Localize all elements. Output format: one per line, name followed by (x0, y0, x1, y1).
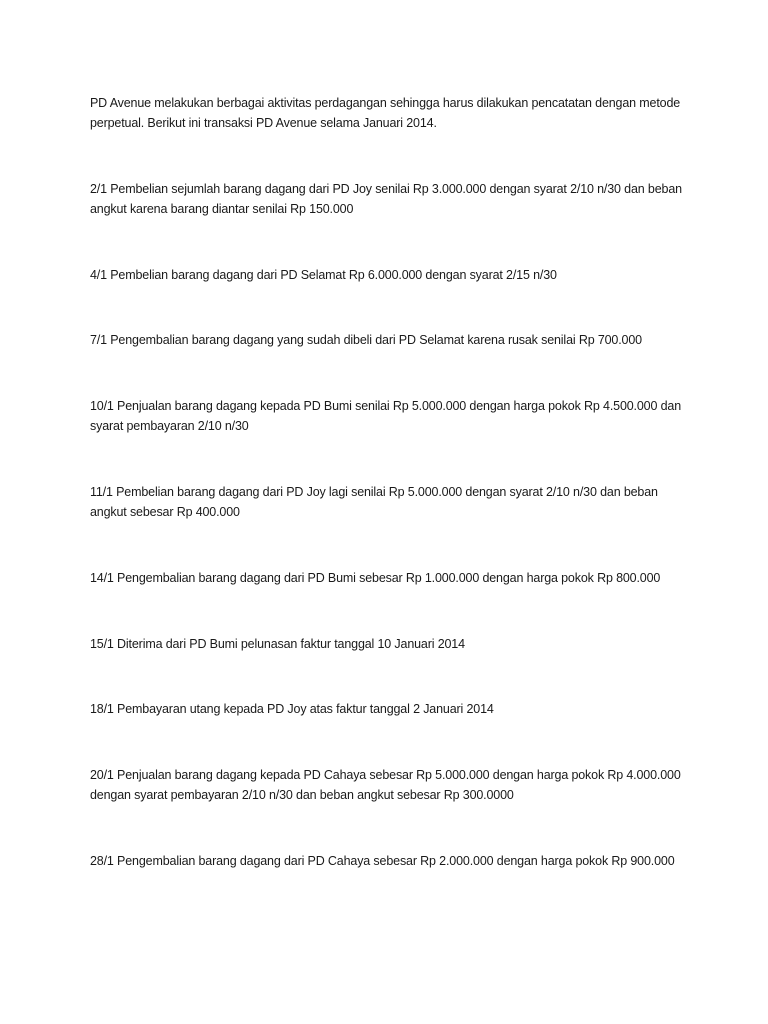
transaction-14-1: 14/1 Pengembalian barang dagang dari PD Bumi sebesar Rp 1.000.000 dengan harga pokok Rp 800.000 (90, 571, 661, 585)
transaction-28-1: 28/1 Pengembalian barang dagang dari PD Cahaya sebesar Rp 2.000.000 dengan harga pokok Rp 900.000 (90, 854, 675, 868)
intro-paragraph: PD Avenue melakukan berbagai aktivitas perdagangan sehingga harus dilakukan pencatatan dengan metode perpetual. Berikut ini transaksi PD Avenue selama Januari 2014. (90, 96, 681, 130)
transaction-2-1: 2/1 Pembelian sejumlah barang dagang dari PD Joy senilai Rp 3.000.000 dengan syarat 2/10 n/30 dan beban angkut karena barang diantar senilai Rp 150.000 (90, 182, 682, 216)
transaction-20-1: 20/1 Penjualan barang dagang kepada PD Cahaya sebesar Rp 5.000.000 dengan harga pokok Rp 4.000.000 dengan syarat pembayaran 2/10 n/30 dan beban angkut sebesar Rp 300.0000 (90, 768, 681, 802)
transaction-11-1: 11/1 Pembelian barang dagang dari PD Joy lagi senilai Rp 5.000.000 dengan syarat 2/10 n/30 dan beban angkut sebesar Rp 400.000 (90, 485, 658, 519)
transaction-7-1: 7/1 Pengembalian barang dagang yang sudah dibeli dari PD Selamat karena rusak senilai Rp 700.000 (90, 333, 642, 347)
transaction-15-1: 15/1 Diterima dari PD Bumi pelunasan faktur tanggal 10 Januari 2014 (90, 637, 465, 651)
transaction-4-1: 4/1 Pembelian barang dagang dari PD Selamat Rp 6.000.000 dengan syarat 2/15 n/30 (90, 268, 557, 282)
transaction-10-1: 10/1 Penjualan barang dagang kepada PD Bumi senilai Rp 5.000.000 dengan harga pokok Rp 4.500.000 dan syarat pembayaran 2/10 n/30 (90, 399, 682, 433)
transaction-18-1: 18/1 Pembayaran utang kepada PD Joy atas faktur tanggal 2 Januari 2014 (90, 702, 494, 716)
